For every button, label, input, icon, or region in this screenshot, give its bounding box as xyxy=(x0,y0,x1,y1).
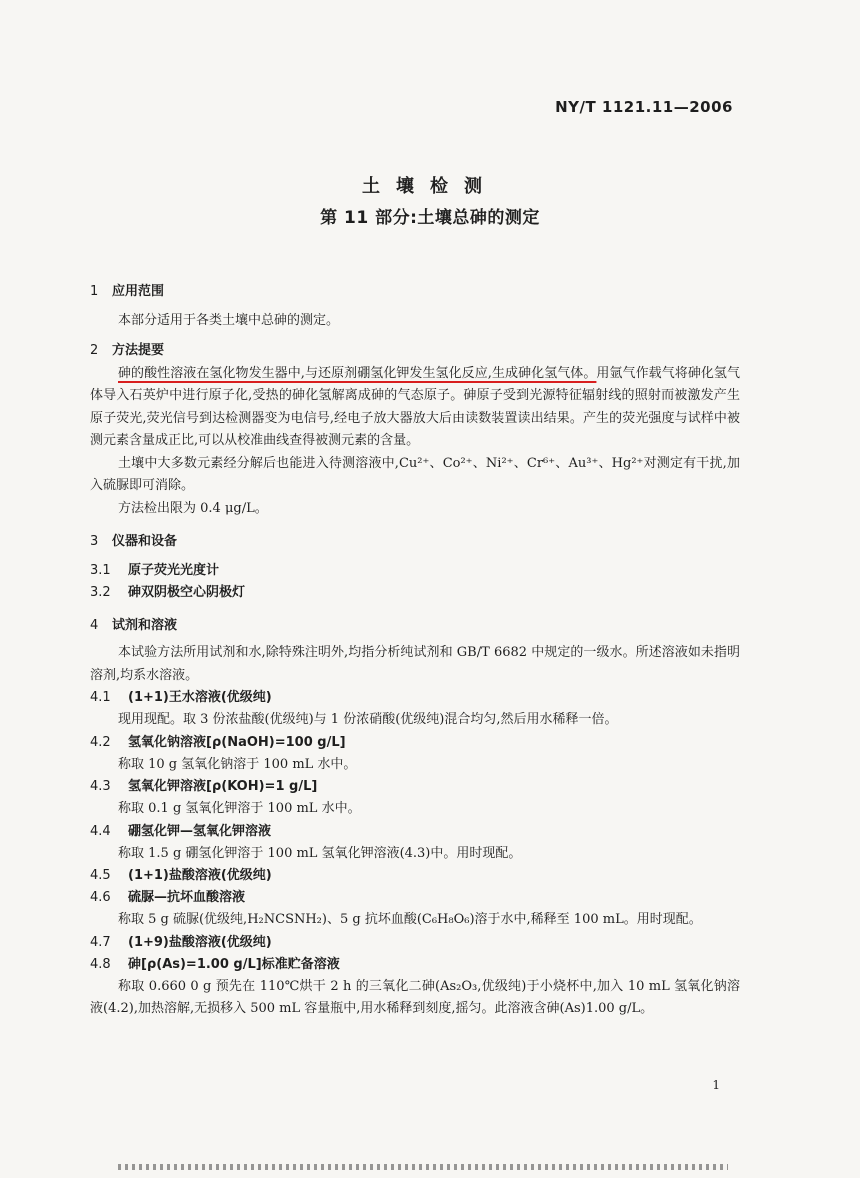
section-heading: 2 方法提要 xyxy=(90,342,165,358)
subsection-heading: 4.1 (1+1)王水溶液(优级纯) xyxy=(90,690,272,705)
paragraph: 称取 0.660 0 g 预先在 110℃烘干 2 h 的三氧化二砷(As₂O₃,优级纯)于小烧杯中,加入 10 mL 氢氧化钠溶液(4.2),加热溶解,无损移入 500 mL 容量瓶中,用水稀释到刻度,摇匀。此溶液含砷(As)1.00 g/L。 xyxy=(90,978,740,1016)
document-subtitle: 第 11 部分:土壤总砷的测定 xyxy=(320,208,540,228)
paragraph: 方法检出限为 0.4 μg/L。 xyxy=(118,500,268,516)
paragraph: 砷的酸性溶液在氢化物发生器中,与还原剂硼氢化钾发生氢化反应,生成砷化氢气体。用氩气作载气将砷化氢气体导入石英炉中进行原子化,受热的砷化氢解离成砷的气态原子。砷原子受到光源特征辐射线的照射而被激发产生原子荧光,荧光信号到达检测器变为电信号,经电子放大器放大后由读数装置读出结果。产生的荧光强度与试样中被测元素含量成正比,可以从校准曲线查得被测元素的含量。 xyxy=(90,365,740,448)
subsection-heading: 4.7 (1+9)盐酸溶液(优级纯) xyxy=(90,934,272,950)
paragraph: 本试验方法所用试剂和水,除特殊注明外,均指分析纯试剂和 GB/T 6682 中规定的一级水。所述溶液如未指明溶剂,均系水溶液。 xyxy=(90,645,740,683)
standard-number: NY/T 1121.11—2006 xyxy=(555,98,733,116)
document-body xyxy=(90,280,740,1021)
scan-artifact-strip xyxy=(118,1164,728,1170)
section-heading: 3 仪器和设备 xyxy=(90,534,178,549)
paragraph: 现用现配。取 3 份浓盐酸(优级纯)与 1 份浓硝酸(优级纯)混合均匀,然后用水稀释一倍。 xyxy=(118,712,618,727)
section-heading: 4 试剂和溶液 xyxy=(90,618,178,633)
document-title: 土壤检测 xyxy=(362,176,498,197)
subsection-heading: 4.2 氢氧化钠溶液[ρ(NaOH)=100 g/L] xyxy=(90,734,346,750)
paragraph: 称取 1.5 g 硼氢化钾溶于 100 mL 氢氧化钾溶液(4.3)中。用时现配。 xyxy=(118,845,522,861)
subsection-heading: 4.4 硼氢化钾—氢氧化钾溶液 xyxy=(90,823,272,839)
paragraph: 称取 5 g 硫脲(优级纯,H₂NCSNH₂)、5 g 抗坏血酸(C₆H₈O₆)溶于水中,稀释至 100 mL。用时现配。 xyxy=(118,912,702,927)
subsection-heading: 3.1 原子荧光光度计 xyxy=(90,563,220,578)
paragraph: 称取 0.1 g 氢氧化钾溶于 100 mL 水中。 xyxy=(118,801,361,816)
subsection-heading: 4.5 (1+1)盐酸溶液(优级纯) xyxy=(90,868,272,883)
subsection-heading: 3.2 砷双阴极空心阴极灯 xyxy=(90,585,246,600)
subsection-heading: 4.6 硫脲—抗坏血酸溶液 xyxy=(90,890,246,905)
paragraph: 土壤中大多数元素经分解后也能进入待测溶液中,Cu²⁺、Co²⁺、Ni²⁺、Cr⁶⁺、Au³⁺、Hg²⁺对测定有干扰,加入硫脲即可消除。 xyxy=(90,455,740,493)
paragraph: 称取 10 g 氢氧化钠溶于 100 mL 水中。 xyxy=(118,756,357,772)
page-number: 1 xyxy=(712,1078,720,1092)
underlined-text: 砷的酸性溶液在氢化物发生器中,与还原剂硼氢化钾发生氢化反应,生成砷化氢气体。 xyxy=(118,365,597,381)
paragraph: 本部分适用于各类土壤中总砷的测定。 xyxy=(118,313,340,328)
section-heading: 1 应用范围 xyxy=(90,284,165,299)
subsection-heading: 4.3 氢氧化钾溶液[ρ(KOH)=1 g/L] xyxy=(90,779,318,794)
subsection-heading: 4.8 砷[ρ(As)=1.00 g/L]标准贮备溶液 xyxy=(90,956,340,972)
